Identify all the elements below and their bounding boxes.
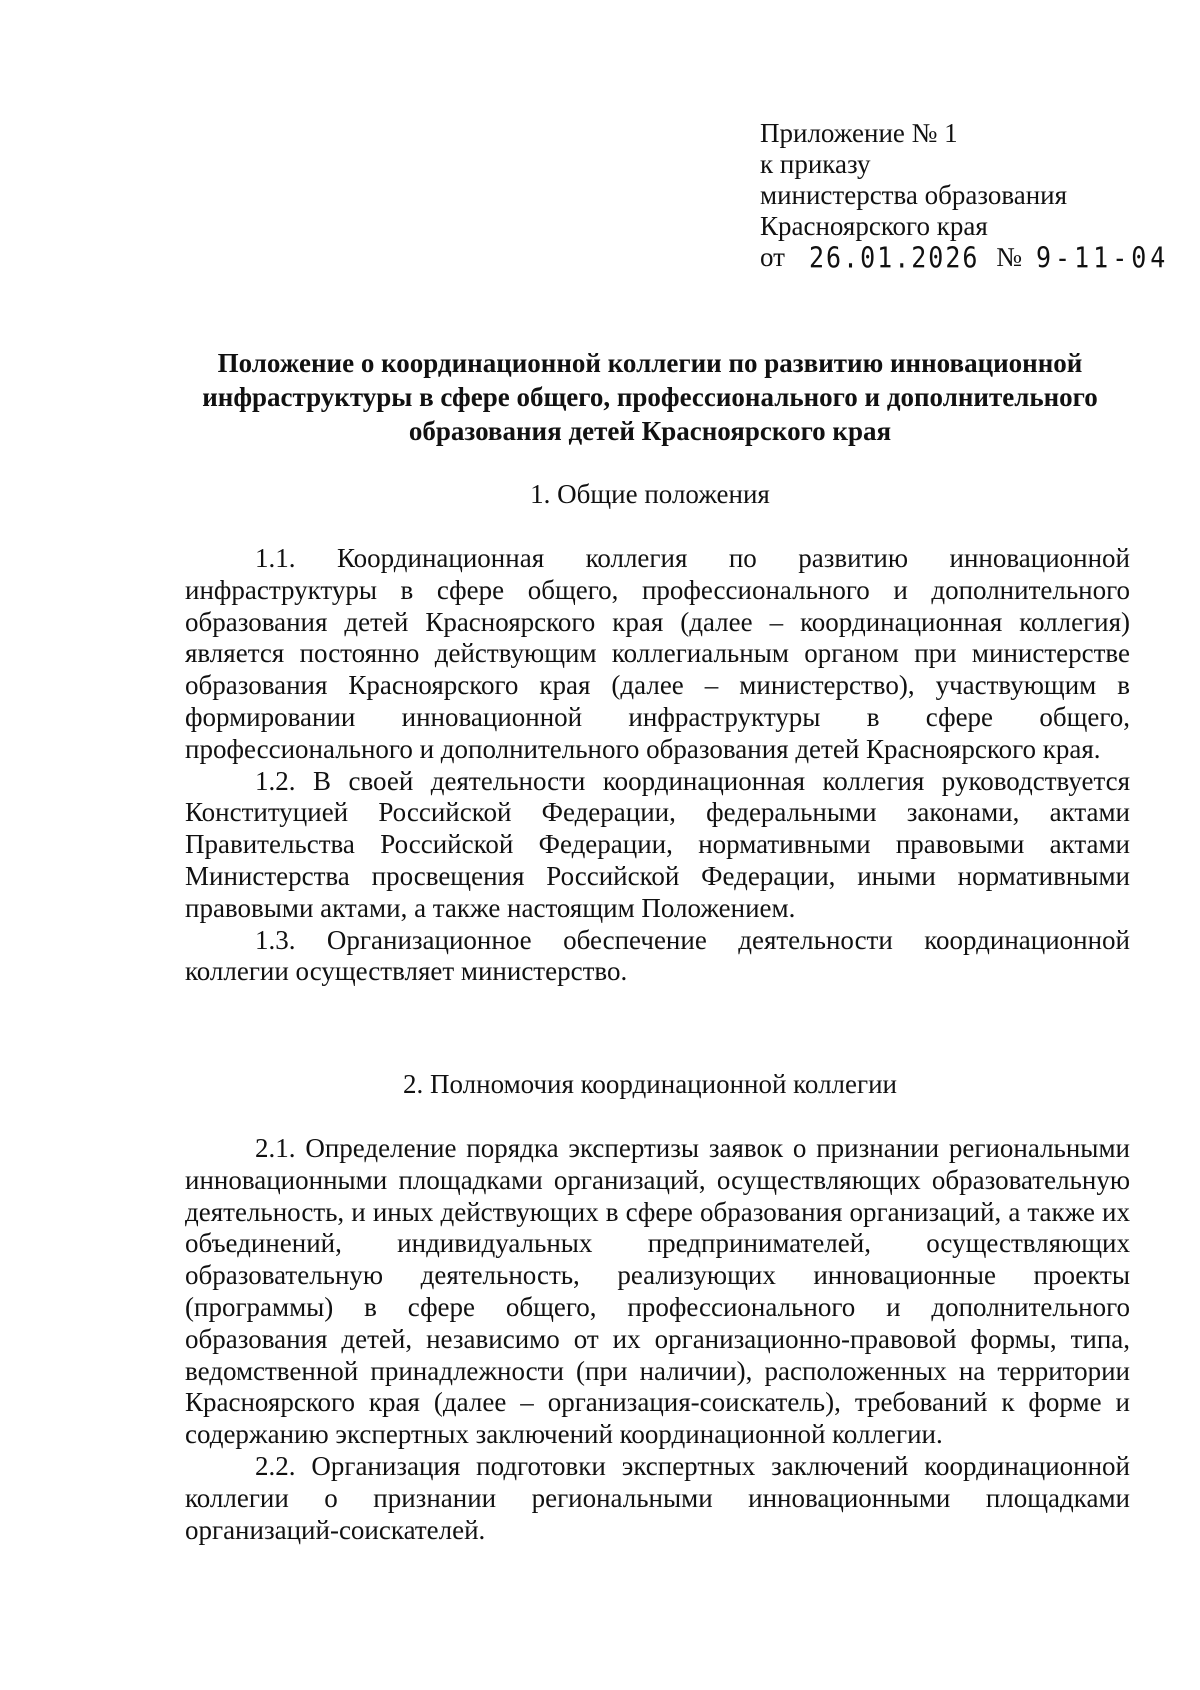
- section-1-body: [185, 543, 1130, 988]
- handwritten-order-number: 9-11-04: [1035, 240, 1170, 275]
- date-prefix: от: [760, 242, 785, 272]
- appendix-date-line: [760, 242, 1169, 273]
- section-1-heading: 1. Общие положения: [530, 479, 770, 509]
- number-sign: №: [996, 242, 1022, 272]
- appendix-block: [760, 118, 1169, 273]
- paragraph-2-1: 2.1. Определение порядка экспертизы заявок о признании региональными инновационными площадками организаций, осуществляющих образовательную деятельность, и иных действующих в сфере образования организаций, а также их объединений, индивидуальных предпринимателей, осуществляющих образовательную деятельность, реализующих инновационные проекты (программы) в сфере общего, профессионального и дополнительного образования детей, независимо от их организационно-правовой формы, типа, ведомственной принадлежности (при наличии), расположенных на территории Красноярского края (далее – организация-соискатель), требований к форме и содержанию экспертных заключений координационной коллегии.: [185, 1133, 1130, 1450]
- paragraph-1-2: 1.2. В своей деятельности координационная коллегия руководствуется Конституцией Российской Федерации, федеральными законами, актами Правительства Российской Федерации, нормативными правовыми актами Министерства просвещения Российской Федерации, иными нормативными правовыми актами, а также настоящим Положением.: [185, 765, 1130, 923]
- appendix-line-4: Красноярского края: [760, 211, 988, 241]
- section-2-body: [185, 1133, 1130, 1546]
- paragraph-1-3: 1.3. Организационное обеспечение деятельности координационной коллегии осуществляет министерство.: [185, 924, 1130, 987]
- paragraph-2-2: 2.2. Организация подготовки экспертных заключений координационной коллегии о признании региональными инновационными площадками организаций-соискателей.: [185, 1450, 1130, 1545]
- section-2-heading: 2. Полномочия координационной коллегии: [403, 1069, 897, 1099]
- appendix-line-1: Приложение № 1: [760, 118, 958, 148]
- appendix-line-3: министерства образования: [760, 180, 1068, 210]
- handwritten-date: 26.01.2026: [808, 240, 980, 275]
- appendix-line-2: к приказу: [760, 149, 871, 179]
- document-title: Положение о координационной коллегии по развитию инновационной инфраструктуры в сфере общего, профессионального и дополнительного образования детей Красноярского края: [202, 348, 1098, 446]
- paragraph-1-1: 1.1. Координационная коллегия по развитию инновационной инфраструктуры в сфере общего, профессионального и дополнительного образования детей Красноярского края (далее – координационная коллегия) является постоянно действующим коллегиальным органом при министерстве образования Красноярского края (далее – министерство), участвующим в формировании инновационной инфраструктуры в сфере общего, профессионального и дополнительного образования детей Красноярского края.: [185, 543, 1130, 764]
